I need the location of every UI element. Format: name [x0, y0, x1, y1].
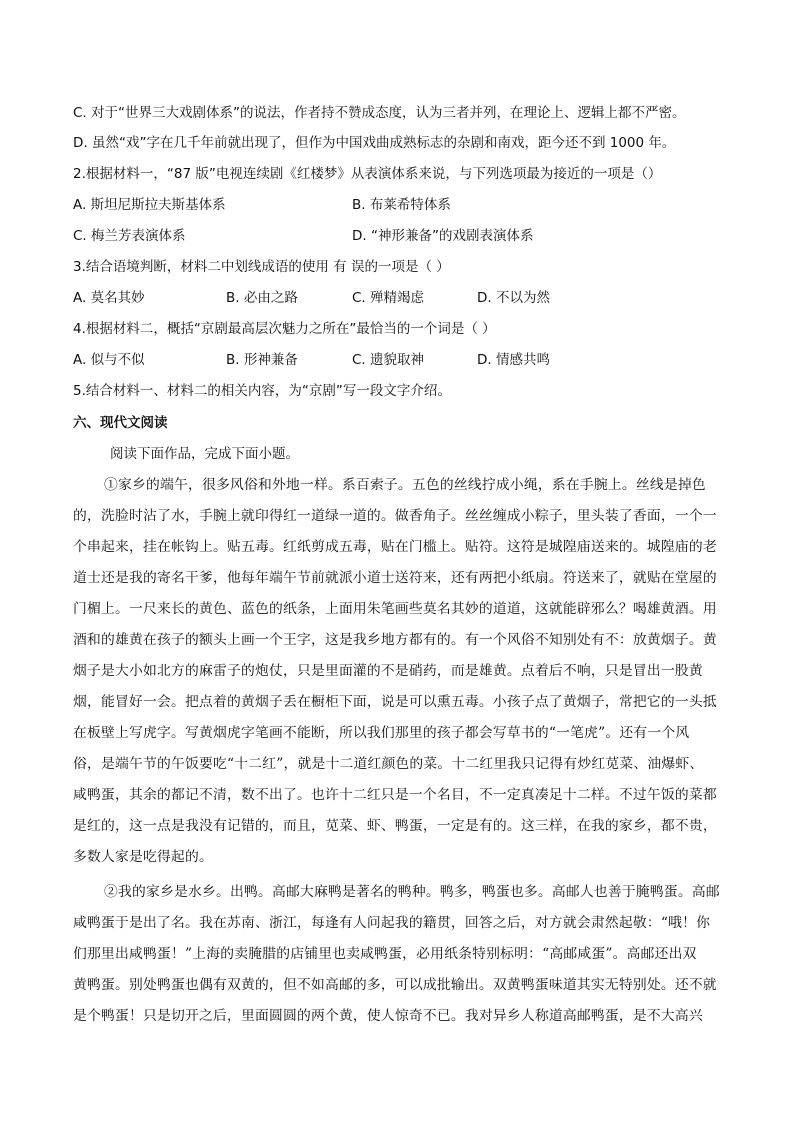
passage-line: 咸鸭蛋，其余的都记不清，数不出了。也许十二红只是一个名目，不一定真凑足十二样。不过午饭的菜都 — [73, 787, 717, 803]
q3-option-c: C. 殚精竭虑 — [352, 290, 425, 306]
passage-line: 门楣上。一尺来长的黄色、蓝色的纸条，上面用朱笔画些莫名其妙的道道，这就能辟邪么？喝雄黄酒。用 — [73, 601, 717, 617]
q2-option-a: A. 斯坦尼斯拉夫斯基体系 — [73, 197, 226, 213]
question-option-c: C. 对于“世界三大戏剧体系”的说法，作者持不赞成态度，认为三者并列，在理论上、逻辑上都不严密。 — [73, 105, 686, 121]
passage-line: 烟，能冒好一会。把点着的黄烟子丢在橱柜下面，说是可以熏五毒。小孩子点了黄烟子，常把它的一头抵 — [73, 694, 717, 710]
passage-line: 多数人家是吃得起的。 — [73, 849, 213, 865]
q3-option-b: B. 必由之路 — [226, 290, 298, 306]
passage-line: ①家乡的端午，很多风俗和外地一样。系百索子。五色的丝线拧成小绳，系在手腕上。丝线是掉色 — [104, 477, 706, 493]
passage-line: 在板壁上写虎字。写黄烟虎字笔画不能断，所以我们那里的孩子都会写草书的“一笔虎”。还有一个风 — [73, 725, 690, 741]
passage-line: 个串起来，挂在帐钩上。贴五毒。红纸剪成五毒，贴在门槛上。贴符。这符是城隍庙送来的。城隍庙的老 — [73, 539, 717, 555]
passage-line: 烟子是大小如北方的麻雷子的炮仗，只是里面灌的不是硝药，而是雄黄。点着后不响，只是冒出一股黄 — [73, 663, 703, 679]
q3-option-a: A. 莫名其妙 — [73, 290, 145, 306]
q2-option-d: D. “神形兼备”的戏剧表演体系 — [352, 228, 534, 244]
q4-option-b: B. 形神兼备 — [226, 352, 298, 368]
passage-line: 俗，是端午节的午饭要吃“十二红”，就是十二道红颜色的菜。十二红里我只记得有炒红苋菜、油爆虾、 — [73, 756, 704, 772]
q2-option-b: B. 布莱希特体系 — [352, 197, 451, 213]
question-option-d: D. 虽然“戏”字在几千年前就出现了，但作为中国戏曲成熟标志的杂剧和南戏，距今还不到 1000 年。 — [73, 135, 676, 151]
reading-instruction: 阅读下面作品，完成下面小题。 — [110, 446, 299, 462]
question-3: 3.结合语境判断，材料二中划线成语的使用 有 误的一项是（ ） — [73, 259, 450, 275]
passage-line: ②我的家乡是水乡。出鸭。高邮大麻鸭是著名的鸭种。鸭多，鸭蛋也多。高邮人也善于腌鸭蛋。高邮 — [104, 884, 720, 900]
q3-option-d: D. 不以为然 — [477, 290, 550, 306]
passage-line: 是个鸭蛋！只是切开之后，里面圆圆的两个黄，使人惊奇不已。我对异乡人称道高邮鸭蛋，是不大高兴 — [73, 1008, 703, 1024]
q2-option-c: C. 梅兰芳表演体系 — [73, 228, 186, 244]
q4-option-c: C. 遗貌取神 — [352, 352, 425, 368]
question-4: 4.根据材料二，概括“京剧最高层次魅力之所在”最恰当的一个词是（ ） — [73, 321, 496, 337]
passage-line: 的，洗脸时沾了水，手腕上就印得红一道绿一道的。做香角子。丝丝缠成小粽子，里头装了香面，一个一 — [73, 508, 717, 524]
question-5: 5.结合材料一、材料二的相关内容，为“京剧”写一段文字介绍。 — [73, 383, 451, 399]
passage-line: 是红的，这一点是我没有记错的，而且，苋菜、虾、鸭蛋，一定是有的。这三样，在我的家乡，都不贵， — [73, 818, 717, 834]
q4-option-a: A. 似与不似 — [73, 352, 145, 368]
section-heading: 六、现代文阅读 — [73, 415, 168, 431]
q4-option-d: D. 情感共鸣 — [477, 352, 550, 368]
passage-line: 道士还是我的寄名干爹，他每年端午节前就派小道士送符来，还有两把小纸扇。符送来了，就贴在堂屋的 — [73, 570, 717, 586]
passage-line: 黄鸭蛋。别处鸭蛋也偶有双黄的，但不如高邮的多，可以成批输出。双黄鸭蛋味道其实无特别处。还不就 — [73, 977, 717, 993]
passage-line: 酒和的雄黄在孩子的额头上画一个王字，这是我乡地方都有的。有一个风俗不知别处有不：放黄烟子。黄 — [73, 632, 717, 648]
passage-line: 咸鸭蛋于是出了名。我在苏南、浙江，每逢有人问起我的籍贯，回答之后，对方就会肃然起敬：“哦！你 — [73, 915, 711, 931]
question-2: 2.根据材料一，“87 版”电视连续剧《红楼梦》从表演体系来说，与下列选项最为接近的一项是（） — [73, 166, 662, 182]
passage-line: 们那里出咸鸭蛋！”上海的卖腌腊的店铺里也卖咸鸭蛋，必用纸条特别标明：“高邮咸蛋”。高邮还出双 — [73, 946, 697, 962]
